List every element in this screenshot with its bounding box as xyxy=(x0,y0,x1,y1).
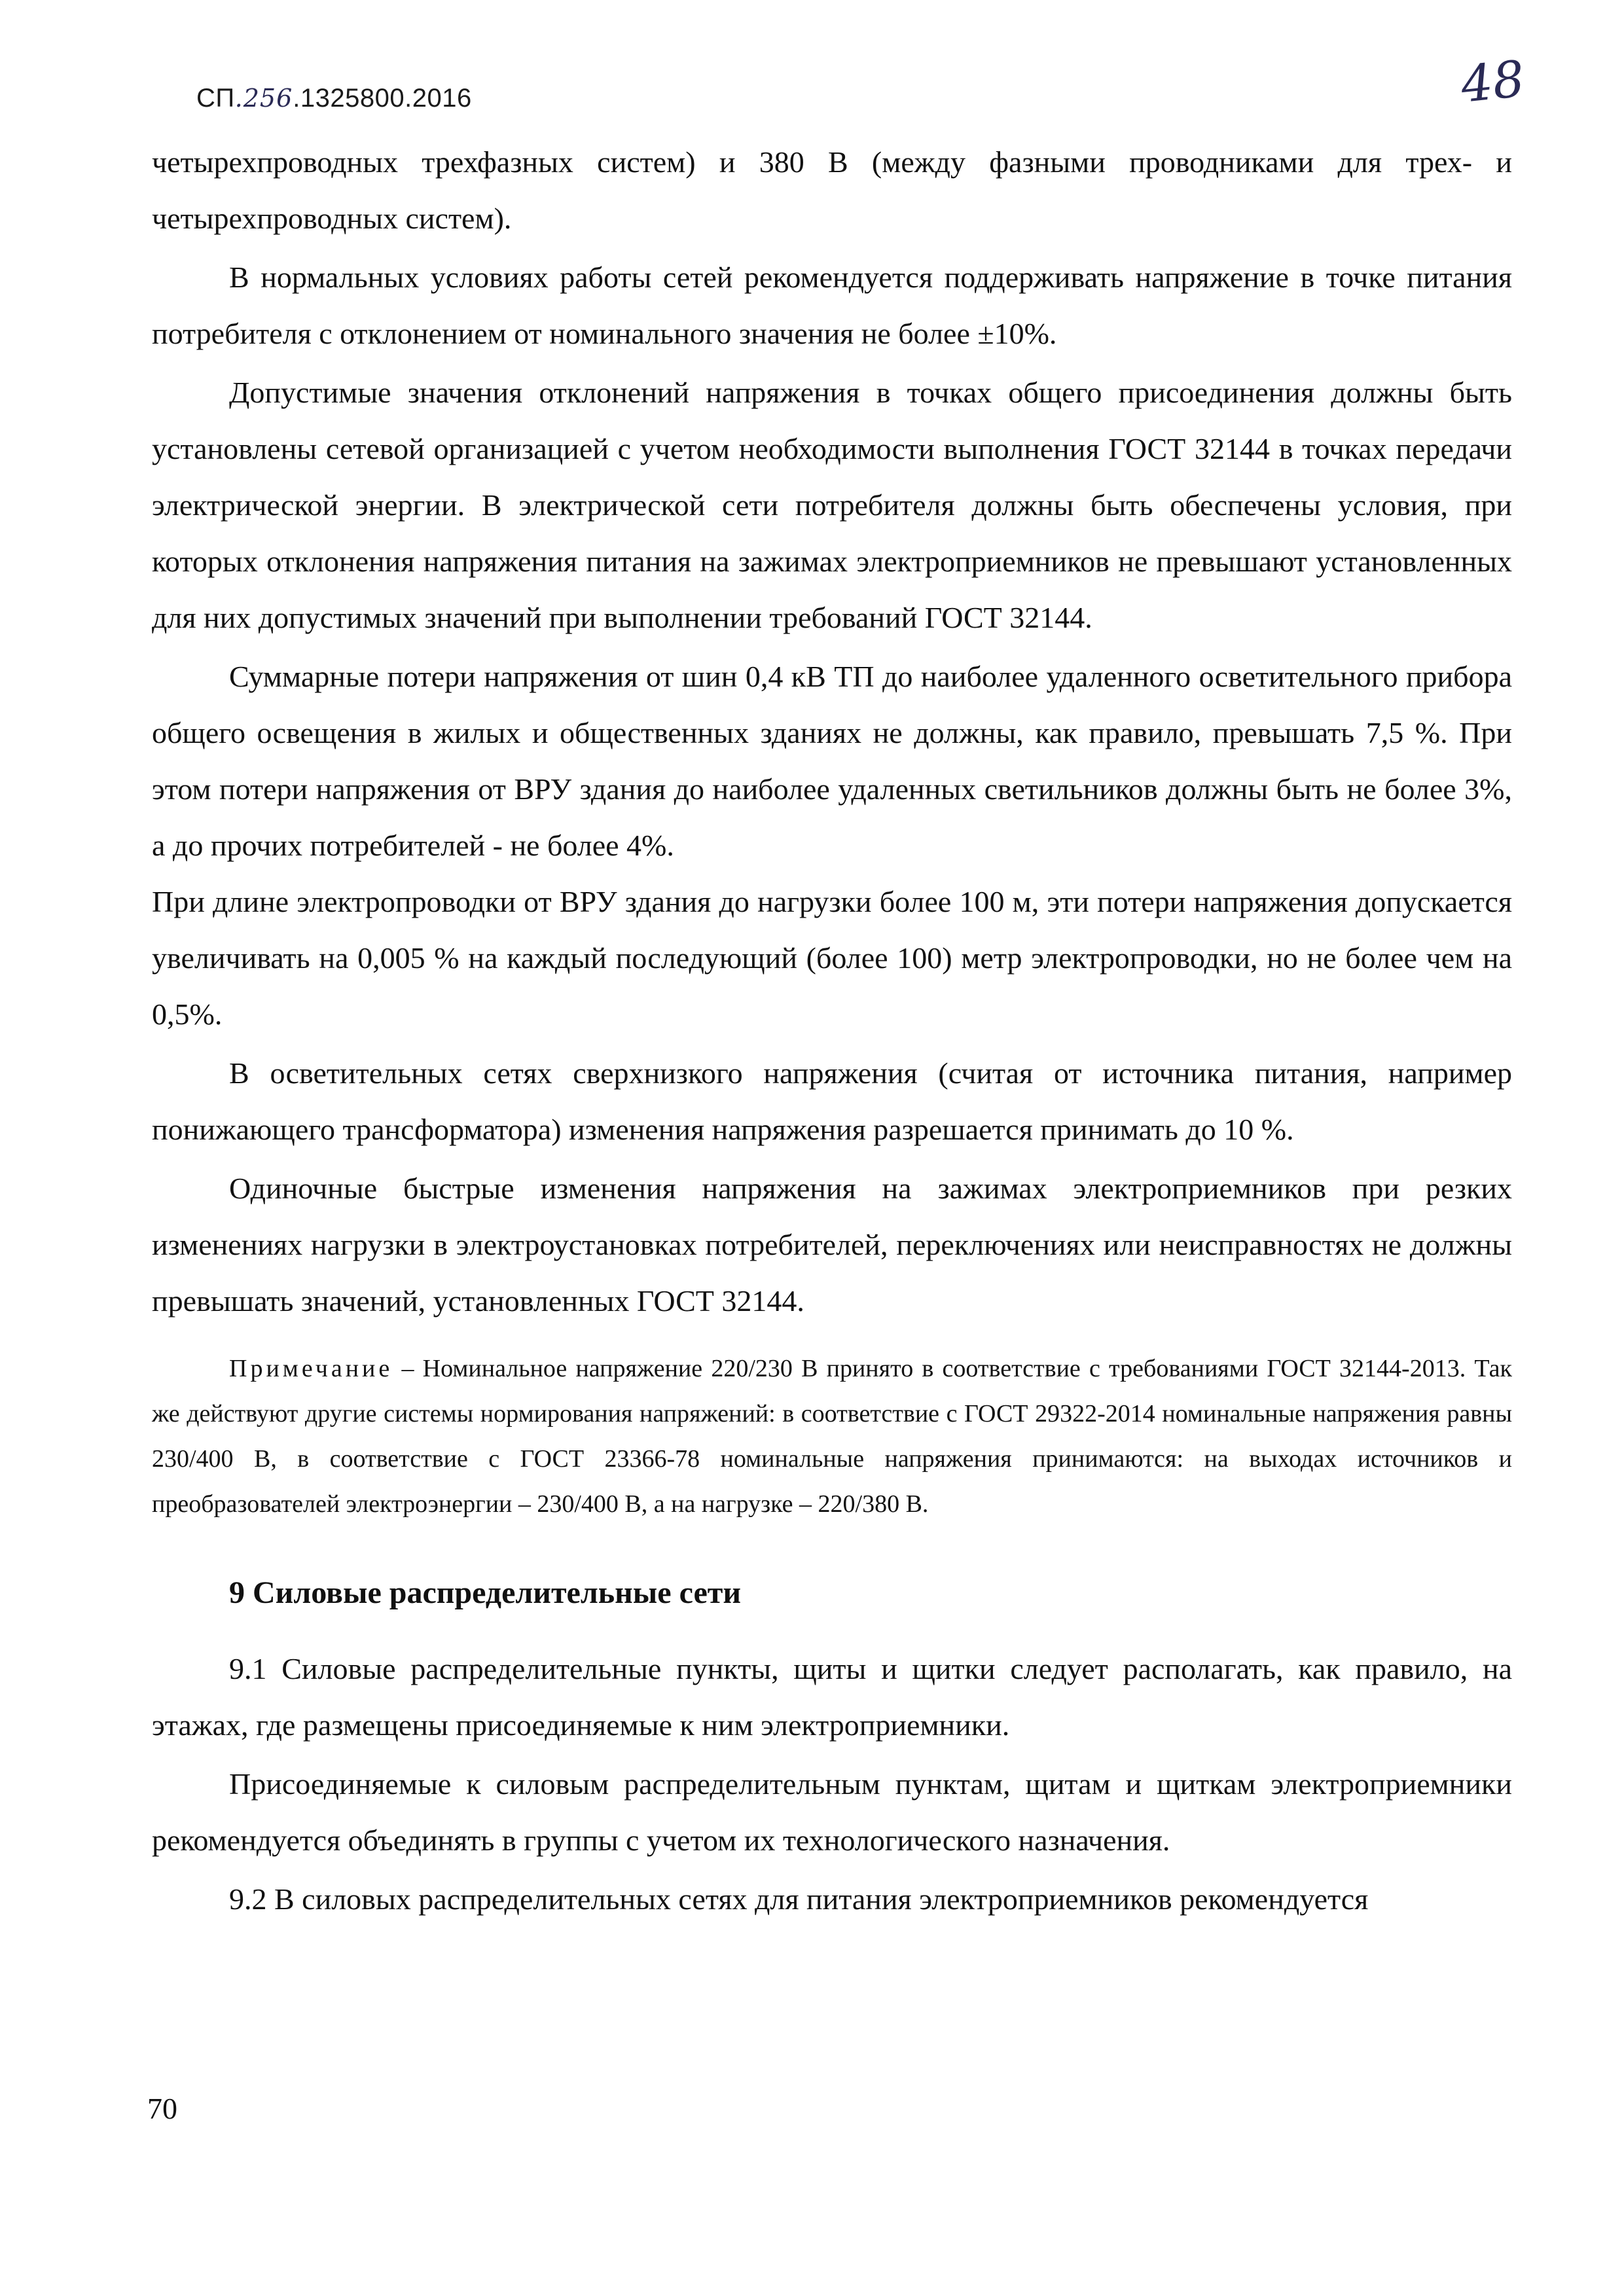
paragraph: Допустимые значения отклонений напряжения в точках общего присоединения должны быть установлены сетевой организацией с учетом необходимости выполнения ГОСТ 32144 в точках передачи электрической энергии. В электрической сети потребителя должны быть обеспечены условия, при которых отклонения напряжения питания на зажимах электроприемников не превышают установленных для них допустимых значений при выполнении требований ГОСТ 32144. xyxy=(152,376,1512,634)
paragraph: Суммарные потери напряжения от шин 0,4 кВ ТП до наиболее удаленного осветительного прибора общего освещения в жилых и общественных зданиях не должны, как правило, превышать 7,5 %. При этом потери напряжения от ВРУ здания до наиболее удаленных светильников должны быть не более 3%, а до прочих потребителей - не более 4%. xyxy=(152,660,1512,862)
paragraph: Присоединяемые к силовым распределительным пунктам, щитам и щиткам электроприемники рекомендуется объединять в группы с учетом их технологического назначения. xyxy=(152,1767,1512,1857)
note-text: – Номинальное напряжение 220/230 В принято в соответствие с требованиями ГОСТ 32144-2013. Так же действуют другие системы нормирования напряжений: в соответствие с ГОСТ 29322-2014 номинальные напряжения равны 230/400 В, в соответствие с ГОСТ 23366-78 номинальные напряжения принимаются: на выходах источников и преобразователей электроэнергии – 230/400 В, а на нагрузке – 220/380 В. xyxy=(152,1355,1512,1518)
page-number: 70 xyxy=(147,2092,177,2125)
paragraph: В осветительных сетях сверхнизкого напряжения (считая от источника питания, например понижающего трансформатора) изменения напряжения разрешается принимать до 10 %. xyxy=(152,1056,1512,1146)
paragraph: В нормальных условиях работы сетей рекомендуется поддерживать напряжение в точке питания потребителя с отклонением от номинального значения не более ±10%. xyxy=(152,260,1512,350)
paragraph: При длине электропроводки от ВРУ здания до нагрузки более 100 м, эти потери напряжения допускается увеличивать на 0,005 % на каждый последующий (более 100) метр электропроводки, но не более чем на 0,5%. xyxy=(152,885,1512,1031)
paragraph-continuation: четырехпроводных трехфазных систем) и 380 В (между фазными проводниками для трех- и четырехпроводных систем). xyxy=(152,145,1512,235)
document-body xyxy=(152,134,1512,1928)
note xyxy=(152,1346,1512,1527)
handwritten-page-mark: 48 xyxy=(1458,49,1528,114)
document-code xyxy=(196,84,472,113)
paragraph: 9.2 В силовых распределительных сетях для питания электроприемников рекомендуется xyxy=(229,1882,1369,1916)
document-code-prefix: СП xyxy=(196,84,235,113)
paragraph: 9.1 Силовые распределительные пункты, щиты и щитки следует располагать, как правило, на этажах, где размещены присоединяемые к ним электроприемники. xyxy=(152,1652,1512,1742)
note-label: Примечание xyxy=(229,1355,393,1382)
document-code-suffix: .1325800.2016 xyxy=(293,84,472,113)
paragraph: Одиночные быстрые изменения напряжения на зажимах электроприемников при резких изменениях нагрузки в электроустановках потребителей, переключениях или неисправностях не должны превышать значений, установленных ГОСТ 32144. xyxy=(152,1172,1512,1318)
handwritten-number: .256 xyxy=(234,84,293,113)
section-heading: 9 Силовые распределительные сети xyxy=(229,1575,742,1610)
